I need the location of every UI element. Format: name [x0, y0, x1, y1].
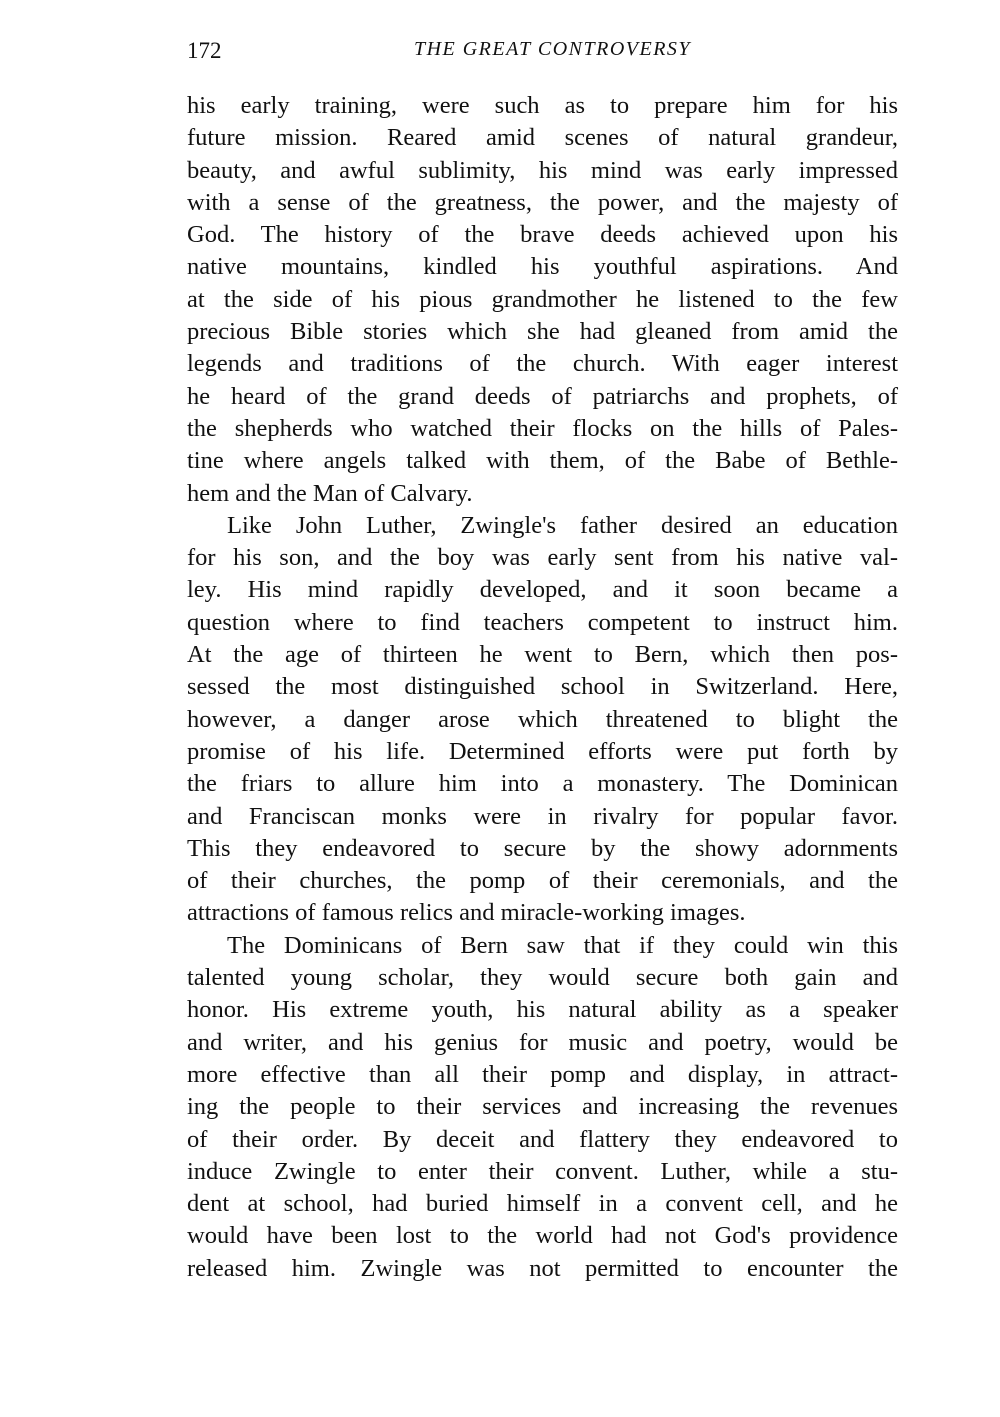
- page-header: [187, 38, 898, 68]
- paragraph: [187, 510, 898, 930]
- text-line: of their churches, the pomp of their ceremonials, and the: [187, 867, 898, 895]
- text-line: ing the people to their services and increasing the revenues: [187, 1093, 898, 1121]
- text-line: he heard of the grand deeds of patriarchs and prophets, of: [187, 382, 898, 410]
- text-line: for his son, and the boy was early sent from his native val-: [187, 544, 898, 572]
- running-title: THE GREAT CONTROVERSY: [413, 38, 692, 60]
- text-line: The Dominicans of Bern saw that if they could win this: [227, 931, 898, 959]
- text-line: the friars to allure him into a monastery. The Dominican: [187, 770, 898, 798]
- text-line: more effective than all their pomp and display, in attract-: [187, 1060, 898, 1088]
- text-line: beauty, and awful sublimity, his mind was early impressed: [187, 156, 898, 184]
- text-line: and Franciscan monks were in rivalry for popular favor.: [187, 802, 898, 830]
- text-line: dent at school, had buried himself in a convent cell, and he: [187, 1190, 898, 1218]
- text-line: the shepherds who watched their flocks on the hills of Pales-: [187, 414, 898, 442]
- page-body: [187, 90, 898, 1285]
- text-line: At the age of thirteen he went to Bern, which then pos-: [187, 641, 898, 669]
- paragraph: [187, 930, 898, 1285]
- text-line: talented young scholar, they would secure both gain and: [187, 964, 898, 992]
- text-line: question where to find teachers competent to instruct him.: [187, 608, 898, 636]
- text-line: sessed the most distinguished school in Switzerland. Here,: [187, 673, 898, 701]
- text-line: and writer, and his genius for music and poetry, would be: [187, 1028, 898, 1056]
- text-line: of their order. By deceit and flattery they endeavored to: [187, 1125, 898, 1153]
- text-line: his early training, were such as to prepare him for his: [187, 92, 898, 119]
- text-line: native mountains, kindled his youthful aspirations. And: [187, 253, 898, 281]
- text-line: with a sense of the greatness, the power, and the majesty of: [187, 188, 898, 216]
- text-line: would have been lost to the world had not God's providence: [187, 1222, 898, 1250]
- paragraph: [187, 90, 898, 510]
- text-line: tine where angels talked with them, of the Babe of Bethle-: [187, 447, 898, 475]
- text-line: Like John Luther, Zwingle's father desired an education: [227, 511, 898, 539]
- text-line: released him. Zwingle was not permitted to encounter the: [187, 1254, 898, 1282]
- text-line: hem and the Man of Calvary.: [187, 479, 473, 507]
- page-number: 172: [187, 38, 222, 63]
- text-line: promise of his life. Determined efforts were put forth by: [187, 737, 898, 765]
- text-line: induce Zwingle to enter their convent. Luther, while a stu-: [187, 1157, 898, 1185]
- text-line: at the side of his pious grandmother he listened to the few: [187, 285, 898, 313]
- text-line: This they endeavored to secure by the showy adornments: [187, 834, 898, 862]
- text-line: legends and traditions of the church. With eager interest: [187, 350, 898, 378]
- text-line: future mission. Reared amid scenes of natural grandeur,: [187, 124, 898, 152]
- text-line: precious Bible stories which she had gleaned from amid the: [187, 318, 898, 346]
- text-line: ley. His mind rapidly developed, and it soon became a: [187, 576, 898, 604]
- text-line: honor. His extreme youth, his natural ability as a speaker: [187, 996, 898, 1024]
- text-line: God. The history of the brave deeds achieved upon his: [187, 221, 898, 249]
- text-line: attractions of famous relics and miracle-working images.: [187, 899, 746, 927]
- text-line: however, a danger arose which threatened to blight the: [187, 705, 898, 733]
